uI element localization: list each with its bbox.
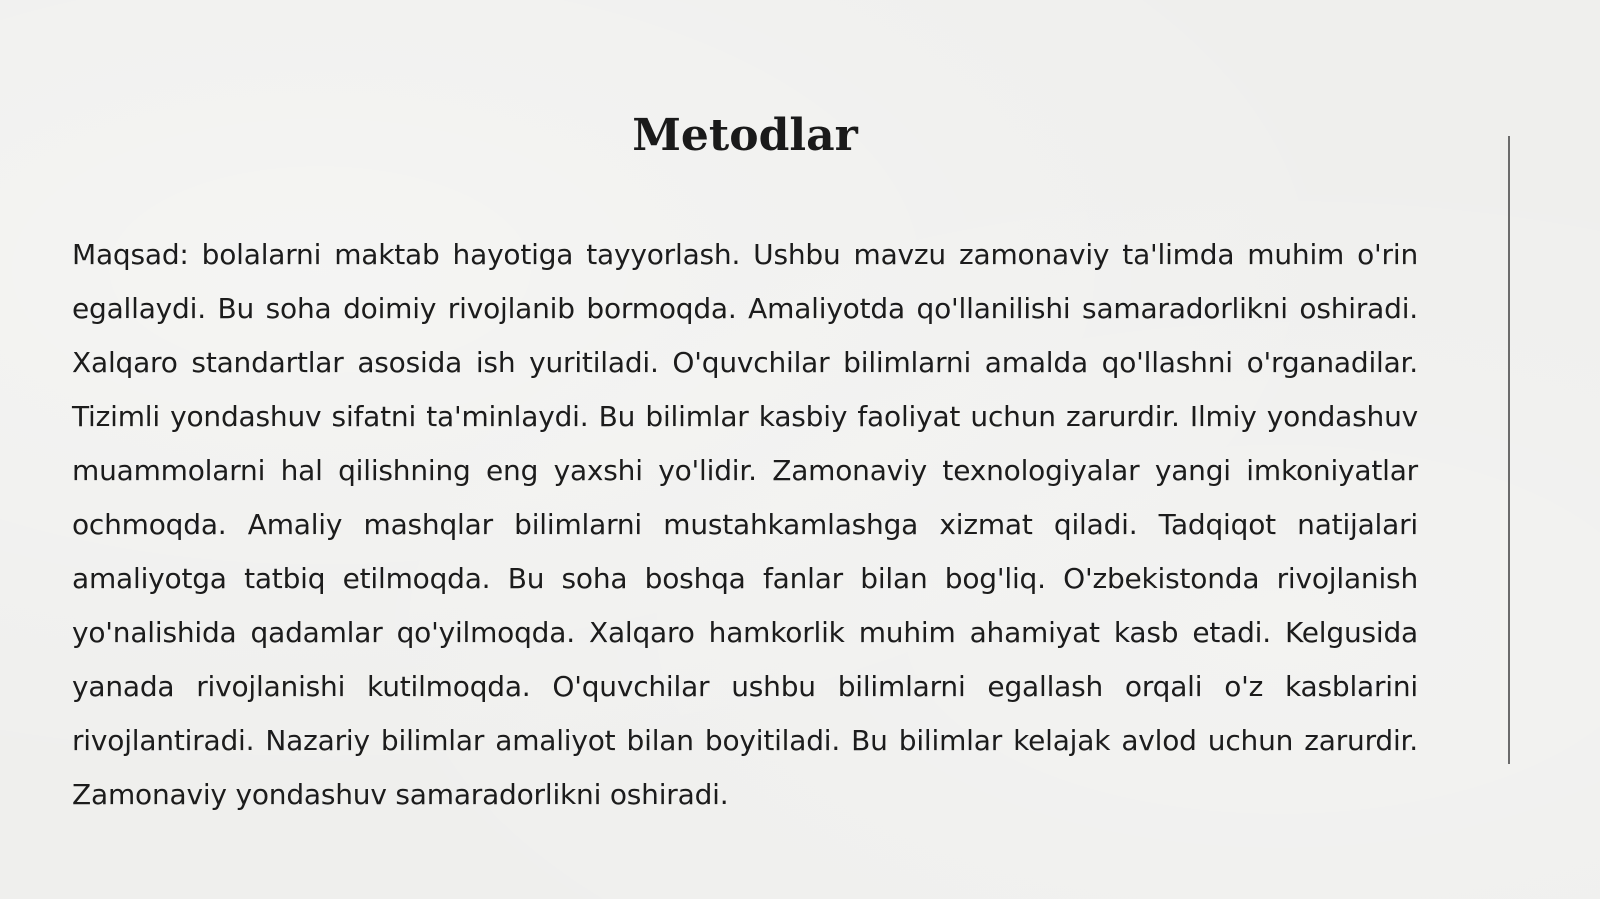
vertical-divider xyxy=(1508,136,1510,764)
slide-title: Metodlar xyxy=(632,110,858,161)
slide-body-text: Maqsad: bolalarni maktab hayotiga tayyorlash. Ushbu mavzu zamonaviy ta'limda muhim o'rin egallaydi. Bu soha doimiy rivojlanib bormoqda. Amaliyotda qo'llanilishi samaradorlikni oshiradi. Xalqaro standartlar asosida ish yuritiladi. O'quvchilar bilimlarni amalda qo'llashni o'rganadilar. Tizimli yondashuv sifatni ta'minlaydi. Bu bilimlar kasbiy faoliyat uchun zarurdir. Ilmiy yondashuv muammolarni hal qilishning eng yaxshi yo'lidir. Zamonaviy texnologiyalar yangi imkoniyatlar ochmoqda. Amaliy mashqlar bilimlarni mustahkamlashga xizmat qiladi. Tadqiqot natijalari amaliyotga tatbiq etilmoqda. Bu soha boshqa fanlar bilan bog'liq. O'zbekistonda rivojlanish yo'nalishida qadamlar qo'yilmoqda. Xalqaro hamkorlik muhim ahamiyat kasb etadi. Kelgusida yanada rivojlanishi kutilmoqda. O'quvchilar ushbu bilimlarni egallash orqali o'z kasblarini rivojlantiradi. Nazariy bilimlar amaliyot bilan boyitiladi. Bu bilimlar kelajak avlod uchun zarurdir. Zamonaviy yondashuv samaradorlikni oshiradi. xyxy=(72,238,1418,811)
